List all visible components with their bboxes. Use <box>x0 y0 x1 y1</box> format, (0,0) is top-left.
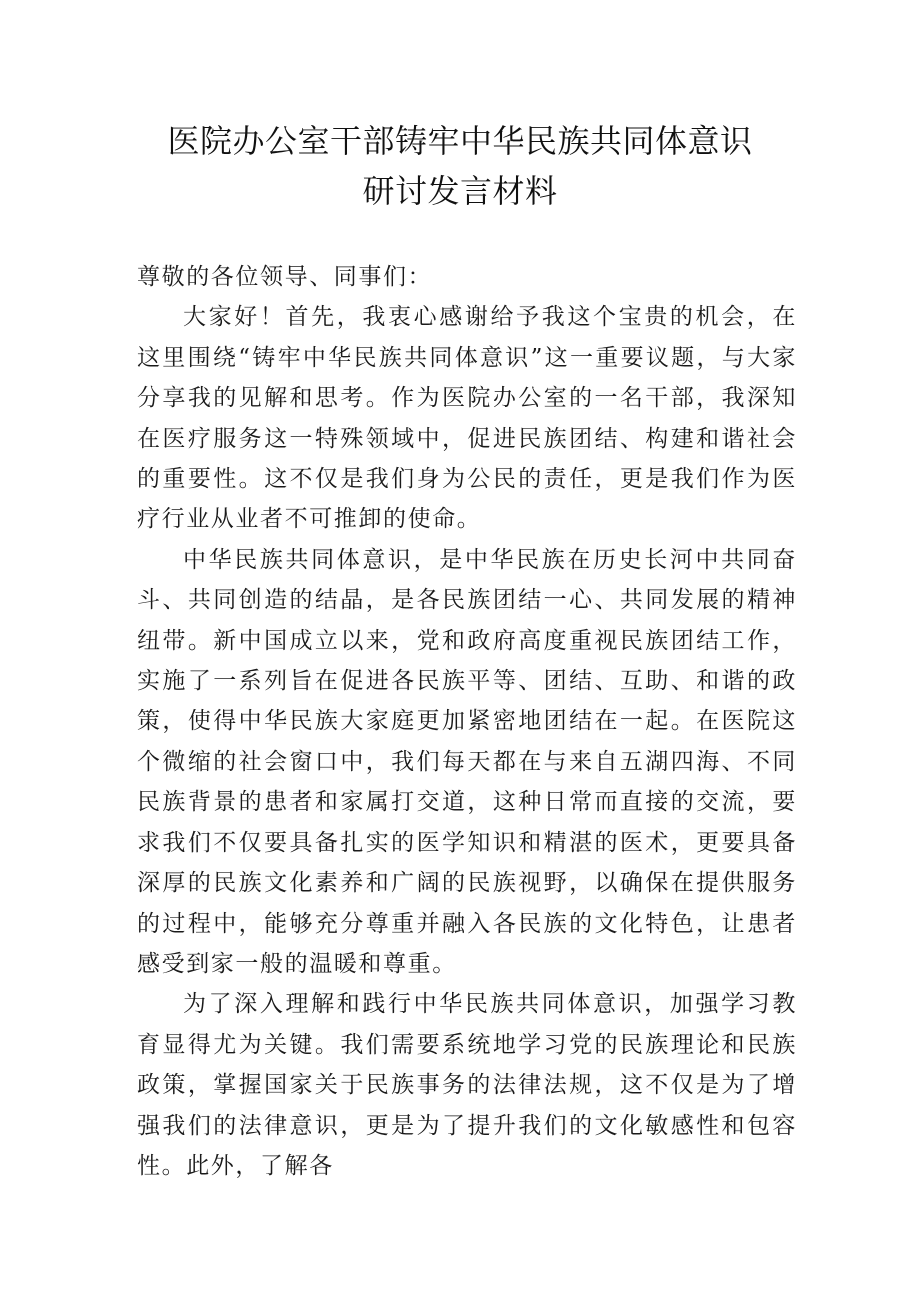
document-title-line-1: 医院办公室干部铸牢中华民族共同体意识 <box>167 122 753 160</box>
document-title-line-2: 研讨发言材料 <box>362 172 558 210</box>
paragraph-learning-education: 为了深入理解和践行中华民族共同体意识，加强学习教育显得尤为关键。我们需要系统地学习党的民族理论和民族政策，掌握国家关于民族事务的法律法规，这不仅是为了增强我们的法律意识，更是为了提升我们的文化敏感性和包容性。此外，了解各 <box>137 991 797 1179</box>
document-body <box>137 257 797 1186</box>
paragraph-community-consciousness: 中华民族共同体意识，是中华民族在历史长河中共同奋斗、共同创造的结晶，是各民族团结一心、共同发展的精神纽带。新中国成立以来，党和政府高度重视民族团结工作，实施了一系列旨在促进各民族平等、团结、互助、和谐的政策，使得中华民族大家庭更加紧密地团结在一起。在医院这个微缩的社会窗口中，我们每天都在与来自五湖四海、不同民族背景的患者和家属打交道，这种日常而直接的交流，要求我们不仅要具备扎实的医学知识和精湛的医术，更要具备深厚的民族文化素养和广阔的民族视野，以确保在提供服务的过程中，能够充分尊重并融入各民族的文化特色，让患者感受到家一般的温暖和尊重。 <box>137 546 797 977</box>
paragraph-opening: 大家好！首先，我衷心感谢给予我这个宝贵的机会，在这里围绕“铸牢中华民族共同体意识”这一重要议题，与大家分享我的见解和思考。作为医院办公室的一名干部，我深知在医疗服务这一特殊领域中，促进民族团结、构建和谐社会的重要性。这不仅是我们身为公民的责任，更是我们作为医疗行业从业者不可推卸的使命。 <box>137 304 797 533</box>
salutation: 尊敬的各位领导、同事们： <box>137 264 433 290</box>
